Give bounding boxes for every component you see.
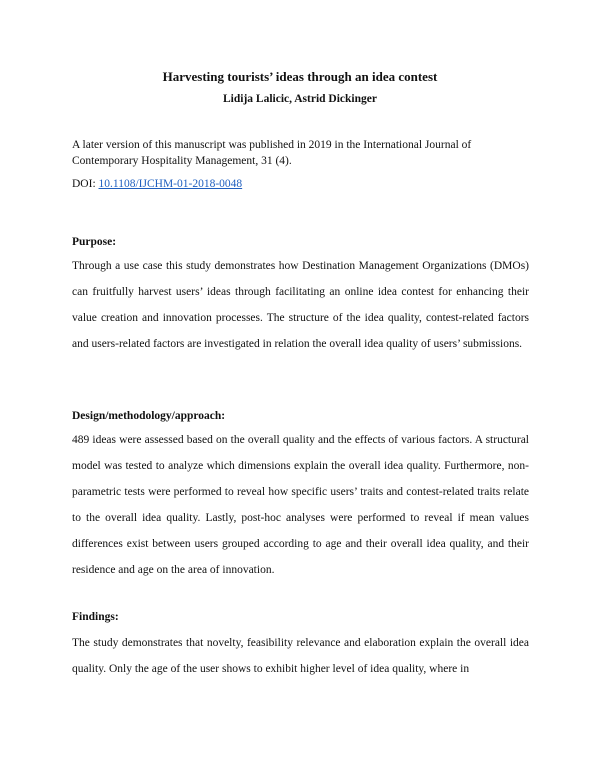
doi-line <box>72 177 242 192</box>
findings-paragraph: The study demonstrates that novelty, feasibility relevance and elaboration explain the overall idea quality. Only the age of the user shows to exhibit higher level of idea quality, where in <box>72 637 529 675</box>
design-heading: Design/methodology/approach: <box>72 410 226 422</box>
doi-link[interactable]: 10.1108/IJCHM-01-2018-0048 <box>98 178 243 190</box>
doi-label: DOI: <box>72 178 96 190</box>
findings-heading: Findings: <box>72 611 119 623</box>
paper-title: Harvesting tourists’ ideas through an idea contest <box>162 69 438 84</box>
design-paragraph: 489 ideas were assessed based on the overall quality and the effects of various factors. A structural model was tested to analyze which dimensions explain the overall idea quality. Furthermore, non-parametric tests were performed to reveal how specific users’ traits and contest-related traits relate to the overall idea quality. Lastly, post-hoc analyses were performed to reveal if mean values differences exist between users grouped according to age and their overall idea quality, and their residence and age on the area of innovation. <box>72 434 529 576</box>
paper-authors: Lidija Lalicic, Astrid Dickinger <box>223 93 377 105</box>
publication-note: A later version of this manuscript was published in 2019 in the International Journal of Contemporary Hospitality Management, 31 (4). <box>72 139 472 167</box>
purpose-heading: Purpose: <box>72 236 117 248</box>
purpose-paragraph: Through a use case this study demonstrates how Destination Management Organizations (DMOs) can fruitfully harvest users’ ideas through facilitating an online idea contest for enhancing their value creation and innovation processes. The structure of the idea quality, contest-related factors and users-related factors are investigated in relation the overall idea quality of users’ submissions. <box>72 260 529 350</box>
